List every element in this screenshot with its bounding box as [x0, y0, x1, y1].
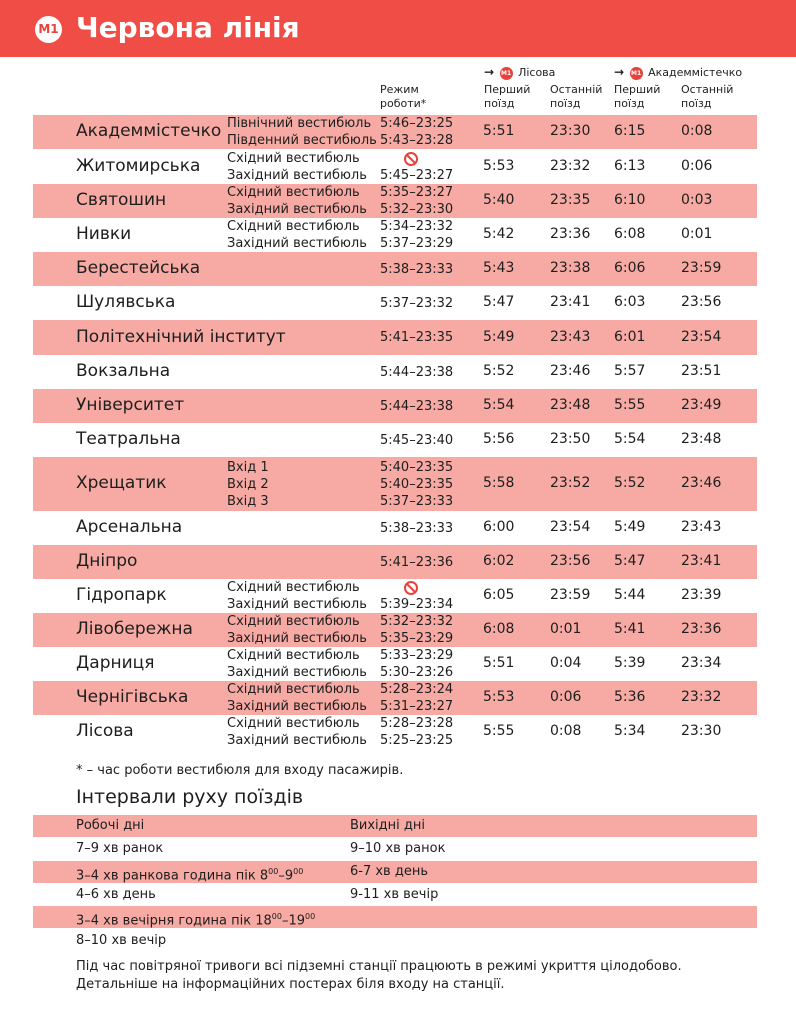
- station-row: [33, 647, 757, 681]
- first-train-akademmistechko: 5:54: [614, 431, 646, 447]
- entrance-label: Західний вестибюль: [227, 236, 367, 251]
- entrance-list: [227, 613, 367, 647]
- entrance-label: Західний вестибюль: [227, 665, 367, 680]
- last-train-akademmistechko: 23:56: [681, 294, 722, 310]
- hours-value: 5:46–23:25: [380, 116, 454, 131]
- last-train-akademmistechko: 23:54: [681, 328, 722, 345]
- first-train-lisova: 5:53: [483, 158, 515, 174]
- hours-value: 5:33–23:29: [380, 648, 454, 663]
- first-train-akademmistechko: 5:41: [614, 621, 646, 637]
- entrance-label: Західний вестибюль: [227, 699, 367, 714]
- weekday-interval: Робочі дні: [76, 818, 145, 833]
- opening-hours: [380, 554, 453, 571]
- entrance-label: Західний вестибюль: [227, 168, 367, 183]
- hours-value: 5:30–23:26: [380, 665, 454, 680]
- hours-value: 5:40–23:35: [380, 459, 454, 475]
- first-train-lisova: 5:42: [483, 226, 515, 242]
- last-train-lisova: 23:35: [550, 192, 591, 208]
- interval-row: [33, 838, 757, 860]
- hours-column-header: Режим роботи*: [380, 83, 427, 110]
- hours-value: 5:32–23:30: [380, 202, 454, 217]
- station-name: Чернігівська: [76, 687, 189, 707]
- weekday-interval: 4–6 хв день: [76, 887, 156, 902]
- first-train-lisova: 5:52: [483, 363, 515, 379]
- last-train-akademmistechko: 23:51: [681, 363, 722, 379]
- hours-value: 5:28–23:24: [380, 682, 454, 697]
- hours-value: 5:39–23:34: [380, 597, 454, 612]
- station-row: [33, 389, 757, 423]
- first-train-akademmistechko: 5:34: [614, 723, 646, 739]
- entrance-label: Західний вестибюль: [227, 631, 367, 646]
- interval-row: [33, 861, 757, 883]
- opening-hours: [380, 184, 453, 218]
- first-train-akademmistechko: 6:01: [614, 328, 646, 345]
- station-row: [33, 184, 757, 218]
- entrance-list: [227, 459, 269, 510]
- first-train-header-1: Перший поїзд: [484, 83, 531, 110]
- last-train-header-1: Останній поїзд: [550, 83, 603, 110]
- station-name: Святошин: [76, 190, 167, 210]
- hours-value: 5:32–23:32: [380, 614, 454, 629]
- station-row: [33, 681, 757, 715]
- opening-hours: [380, 647, 453, 681]
- last-train-akademmistechko: 23:48: [681, 431, 722, 447]
- station-name: Хрещатик: [76, 473, 167, 493]
- first-train-akademmistechko: 5:44: [614, 587, 646, 603]
- hours-value: 5:45–23:27: [380, 168, 454, 183]
- last-train-akademmistechko: 0:06: [681, 158, 713, 174]
- first-train-lisova: 5:55: [483, 723, 515, 739]
- line-badge: M1: [35, 16, 62, 43]
- page-title: Червона лінія: [76, 11, 300, 44]
- station-row: [33, 320, 757, 355]
- entrance-label: Східний вестибюль: [227, 716, 360, 731]
- last-train-akademmistechko: 23:59: [681, 260, 722, 276]
- direction-2-header: [614, 64, 742, 81]
- air-raid-note: Під час повітряної тривоги всі підземні станції працюють в режимі укриття цілодобово.: [76, 959, 682, 974]
- entrance-list: [227, 715, 367, 749]
- entrance-label: Північний вестибюль: [227, 116, 372, 131]
- entrance-label: Східний вестибюль: [227, 648, 360, 663]
- first-train-akademmistechko: 6:10: [614, 192, 646, 208]
- last-train-lisova: 23:46: [550, 363, 591, 379]
- station-row: [33, 286, 757, 320]
- first-train-lisova: 5:58: [483, 475, 515, 491]
- weekday-interval: 3–4 хв ранкова година пік $8^{00}-9^{00}$: [76, 867, 304, 884]
- hours-value: 5:45–23:40: [380, 432, 454, 448]
- first-train-lisova: 5:51: [483, 123, 515, 139]
- first-train-lisova: 5:53: [483, 689, 515, 705]
- station-name: Лісова: [76, 721, 134, 741]
- station-name: Дарниця: [76, 653, 155, 673]
- hours-value: 5:38–23:33: [380, 520, 454, 536]
- station-row: [33, 355, 757, 389]
- interval-row: [33, 906, 757, 928]
- hours-value: 5:37–23:29: [380, 236, 454, 251]
- interval-row: [33, 930, 757, 952]
- entrance-label: Західний вестибюль: [227, 597, 367, 612]
- last-train-akademmistechko: 23:46: [681, 475, 722, 491]
- hours-value: 5:40–23:35: [380, 476, 454, 492]
- first-train-akademmistechko: 5:52: [614, 475, 646, 491]
- hours-value: 5:41–23:35: [380, 330, 454, 345]
- station-name: Політехнічний інститут: [76, 326, 286, 347]
- entrance-label: Східний вестибюль: [227, 219, 360, 234]
- first-train-akademmistechko: 5:49: [614, 519, 646, 535]
- station-row: [33, 511, 757, 545]
- entrance-label: Вхід 1: [227, 459, 269, 475]
- first-train-lisova: 5:49: [483, 328, 515, 345]
- last-train-lisova: 23:38: [550, 260, 591, 276]
- last-train-akademmistechko: 23:39: [681, 587, 722, 603]
- opening-hours: [380, 329, 453, 346]
- station-row: [33, 252, 757, 286]
- first-train-lisova: 6:05: [483, 587, 515, 603]
- entrance-label: Західний вестибюль: [227, 202, 367, 217]
- last-train-lisova: 23:54: [550, 519, 591, 535]
- entrance-label: Західний вестибюль: [227, 733, 367, 748]
- entrance-label: Східний вестибюль: [227, 580, 360, 595]
- entrance-label: Східний вестибюль: [227, 185, 360, 200]
- hours-value: 5:25–23:25: [380, 733, 454, 748]
- station-row: [33, 613, 757, 647]
- line-badge-mini: M1: [500, 67, 513, 80]
- entrance-list: [227, 647, 367, 681]
- station-name: Нивки: [76, 224, 132, 244]
- last-train-akademmistechko: 23:41: [681, 553, 722, 569]
- station-name: Гідропарк: [76, 585, 167, 605]
- opening-hours: [380, 218, 453, 252]
- vestibule-closed: [380, 150, 453, 167]
- station-row: [33, 218, 757, 252]
- last-train-akademmistechko: 23:32: [681, 689, 722, 705]
- hours-value: 5:28–23:28: [380, 716, 454, 731]
- station-name: Академмістечко: [76, 121, 222, 141]
- station-row: [33, 423, 757, 457]
- arrow-right-icon: →: [484, 65, 495, 79]
- last-train-lisova: 23:36: [550, 226, 591, 242]
- station-row: [33, 115, 757, 149]
- opening-hours: [380, 295, 453, 312]
- interval-row: [33, 884, 757, 906]
- opening-hours: [380, 579, 453, 613]
- opening-hours: [380, 115, 453, 149]
- hours-value: 5:37–23:33: [380, 493, 454, 509]
- info-note: Детальніше на інформаційних постерах біля входу на станції.: [76, 977, 505, 992]
- first-train-lisova: 6:00: [483, 519, 515, 535]
- intervals-header-row: [33, 815, 757, 837]
- closed-icon: [404, 152, 418, 166]
- first-train-akademmistechko: 5:57: [614, 363, 646, 379]
- weekend-interval: 6-7 хв день: [350, 864, 428, 879]
- hours-value: 5:43–23:28: [380, 133, 454, 148]
- last-train-lisova: 23:48: [550, 397, 591, 413]
- station-row: [33, 545, 757, 579]
- hours-value: 5:34–23:32: [380, 219, 454, 234]
- entrance-label: Східний вестибюль: [227, 682, 360, 697]
- first-train-lisova: 5:43: [483, 260, 515, 276]
- station-row: [33, 457, 757, 511]
- header-bar: [0, 0, 796, 57]
- station-name: Житомирська: [76, 156, 201, 176]
- station-name: Вокзальна: [76, 361, 171, 381]
- last-train-lisova: 23:43: [550, 328, 591, 345]
- weekend-interval: 9-11 хв вечір: [350, 887, 439, 902]
- weekend-interval: 9–10 хв ранок: [350, 841, 446, 856]
- weekend-interval: Вихідні дні: [350, 818, 426, 833]
- first-train-akademmistechko: 6:13: [614, 158, 646, 174]
- first-train-lisova: 5:51: [483, 655, 515, 671]
- hours-value: 5:35–23:29: [380, 631, 454, 646]
- station-name: Шулявська: [76, 292, 176, 312]
- last-train-akademmistechko: 0:01: [681, 226, 713, 242]
- footnote: * – час роботи вестибюля для входу пасажирів.: [76, 763, 404, 778]
- last-train-lisova: 23:56: [550, 553, 591, 569]
- opening-hours: [380, 715, 453, 749]
- opening-hours: [380, 613, 453, 647]
- last-train-akademmistechko: 0:03: [681, 192, 713, 208]
- entrance-list: [227, 579, 367, 613]
- station-row: [33, 715, 757, 749]
- weekday-interval: 3–4 хв вечірня година пік $18^{00}-19^{00}$: [76, 912, 316, 929]
- station-name: Берестейська: [76, 258, 201, 278]
- first-train-lisova: 5:40: [483, 192, 515, 208]
- entrance-label: Східний вестибюль: [227, 614, 360, 629]
- first-train-akademmistechko: 6:15: [614, 123, 646, 139]
- station-name: Арсенальна: [76, 517, 183, 537]
- hours-value: 5:41–23:36: [380, 554, 454, 570]
- first-train-akademmistechko: 6:08: [614, 226, 646, 242]
- last-train-lisova: 0:04: [550, 655, 582, 671]
- first-train-lisova: 5:47: [483, 294, 515, 310]
- opening-hours: [380, 681, 453, 715]
- direction-2-name: Академмістечко: [648, 66, 743, 79]
- opening-hours: [380, 398, 453, 415]
- opening-hours: [380, 520, 453, 537]
- last-train-akademmistechko: 23:30: [681, 723, 722, 739]
- entrance-label: Вхід 3: [227, 493, 269, 509]
- first-train-akademmistechko: 5:39: [614, 655, 646, 671]
- hours-value: 5:38–23:33: [380, 261, 454, 277]
- opening-hours: [380, 150, 453, 184]
- direction-1-name: Лісова: [518, 66, 556, 79]
- hours-value: 5:37–23:32: [380, 295, 454, 311]
- entrance-list: [227, 150, 367, 184]
- station-row: [33, 150, 757, 184]
- station-name: Лівобережна: [76, 619, 193, 639]
- first-train-akademmistechko: 6:03: [614, 294, 646, 310]
- station-name: Університет: [76, 395, 185, 415]
- first-train-lisova: 5:56: [483, 431, 515, 447]
- opening-hours: [380, 432, 453, 449]
- station-name: Дніпро: [76, 551, 138, 571]
- entrance-list: [227, 681, 367, 715]
- intervals-title: Інтервали руху поїздів: [76, 786, 304, 808]
- entrance-label: Вхід 2: [227, 476, 269, 492]
- direction-1-header: [484, 64, 555, 81]
- entrance-list: [227, 218, 367, 252]
- first-train-lisova: 6:02: [483, 553, 515, 569]
- arrow-right-icon: →: [614, 65, 625, 79]
- first-train-header-2: Перший поїзд: [614, 83, 661, 110]
- last-train-lisova: 0:01: [550, 621, 582, 637]
- last-train-lisova: 0:06: [550, 689, 582, 705]
- hours-value: 5:31–23:27: [380, 699, 454, 714]
- opening-hours: [380, 364, 453, 381]
- last-train-lisova: 0:08: [550, 723, 582, 739]
- last-train-akademmistechko: 0:08: [681, 123, 713, 139]
- last-train-lisova: 23:30: [550, 123, 591, 139]
- first-train-akademmistechko: 5:36: [614, 689, 646, 705]
- entrance-label: Східний вестибюль: [227, 151, 360, 166]
- opening-hours: [380, 261, 453, 278]
- first-train-lisova: 5:54: [483, 397, 515, 413]
- line-badge-mini: M1: [630, 67, 643, 80]
- last-train-akademmistechko: 23:34: [681, 655, 722, 671]
- entrance-list: [227, 115, 377, 149]
- last-train-header-2: Останній поїзд: [681, 83, 734, 110]
- entrance-list: [227, 184, 367, 218]
- first-train-akademmistechko: 6:06: [614, 260, 646, 276]
- last-train-akademmistechko: 23:43: [681, 519, 722, 535]
- last-train-akademmistechko: 23:49: [681, 397, 722, 413]
- last-train-lisova: 23:41: [550, 294, 591, 310]
- opening-hours: [380, 459, 453, 510]
- closed-icon: [404, 581, 418, 595]
- first-train-akademmistechko: 5:55: [614, 397, 646, 413]
- station-name: Театральна: [76, 429, 181, 449]
- last-train-lisova: 23:32: [550, 158, 591, 174]
- hours-value: 5:35–23:27: [380, 185, 454, 200]
- weekday-interval: 7–9 хв ранок: [76, 841, 164, 856]
- hours-value: 5:44–23:38: [380, 364, 454, 380]
- station-row: [33, 579, 757, 613]
- last-train-akademmistechko: 23:36: [681, 621, 722, 637]
- entrance-label: Південний вестибюль: [227, 133, 377, 148]
- first-train-lisova: 6:08: [483, 621, 515, 637]
- hours-value: 5:44–23:38: [380, 398, 454, 414]
- last-train-lisova: 23:59: [550, 587, 591, 603]
- weekday-interval: 8–10 хв вечір: [76, 933, 167, 948]
- vestibule-closed: [380, 579, 453, 596]
- last-train-lisova: 23:52: [550, 475, 591, 491]
- last-train-lisova: 23:50: [550, 431, 591, 447]
- first-train-akademmistechko: 5:47: [614, 553, 646, 569]
